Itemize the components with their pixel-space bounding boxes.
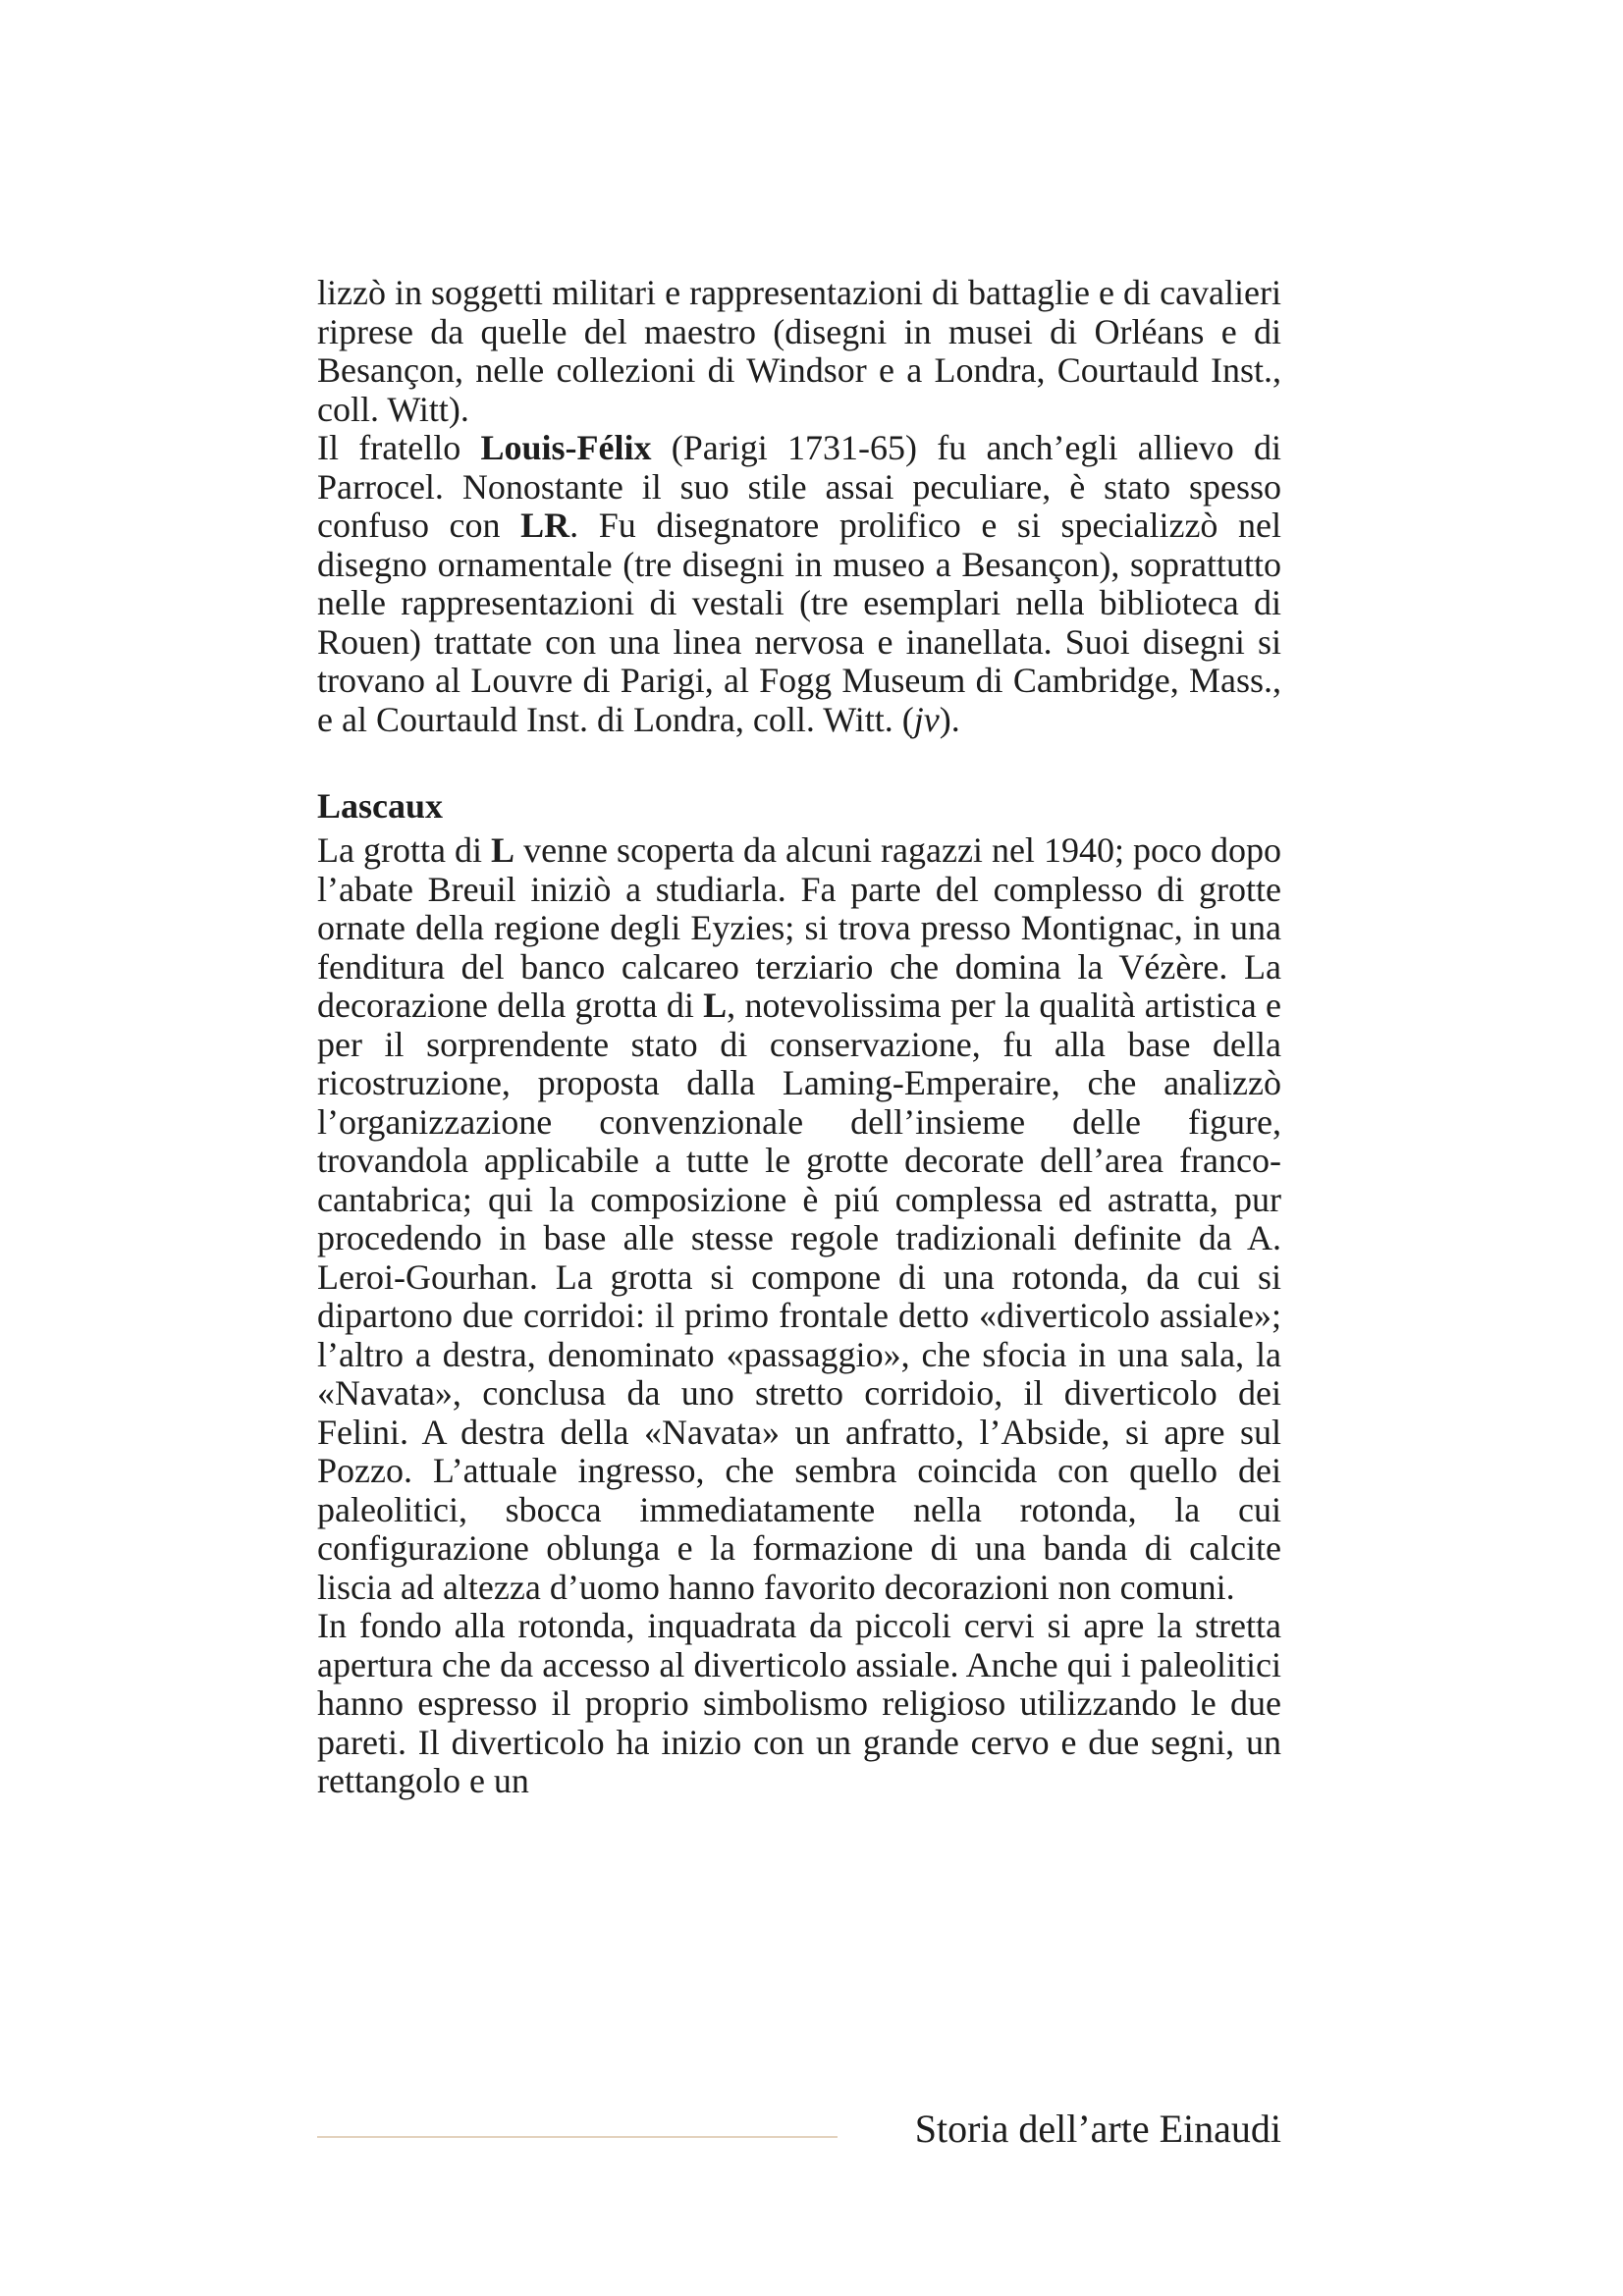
paragraph xyxy=(317,274,1281,429)
bold-term: L xyxy=(703,986,728,1025)
previous-entry-continuation xyxy=(317,274,1281,739)
bold-term: L xyxy=(491,830,515,870)
bold-term: LR xyxy=(520,506,570,545)
paragraph xyxy=(317,831,1281,1607)
text-run: . Fu disegnatore prolifico e si specializzò nel disegno ornamentale (tre disegni in museo a Besançon), soprattutto nelle rappresentazioni di vestali (tre esemplari nella biblioteca di Rouen) trattate con una linea nervosa e inanellata. Suoi disegni si trovano al Louvre di Parigi, al Fogg Museum di Cambridge, Mass., e al Courtauld Inst. di Londra, coll. Witt. ( xyxy=(317,506,1281,739)
author-initials: jv xyxy=(913,699,940,739)
paragraph xyxy=(317,1607,1281,1801)
text-run: (Parigi 1731-65) fu anch’egli allievo di Parrocel. Nonostante il suo stile assai peculiare, è stato spesso confuso con xyxy=(317,428,1281,545)
section-title: Lascaux xyxy=(317,786,444,826)
text-run: lizzò in soggetti militari e rappresentazioni di battaglie e di cavalieri riprese da quelle del maestro (disegni in musei di Orléans e di Besançon, nelle collezioni di Windsor e a Londra, Courtauld Inst., coll. Witt). xyxy=(317,273,1281,429)
text-run: In fondo alla rotonda, inquadrata da piccoli cervi si apre la stretta apertura che da accesso al diverticolo assiale. Anche qui i paleolitici hanno espresso il proprio simbolismo religioso utilizzando le due pareti. Il diverticolo ha inizio con un grande cervo e due segni, un rettangolo e un xyxy=(317,1606,1281,1800)
text-run: La grotta di xyxy=(317,830,492,870)
footer-publication-title: Storia dell’arte Einaudi xyxy=(914,2107,1281,2151)
bold-term: Louis-Félix xyxy=(480,428,652,467)
paragraph xyxy=(317,429,1281,739)
footer-rule xyxy=(317,2136,838,2138)
page-footer xyxy=(317,2105,1281,2154)
text-column xyxy=(317,274,1281,1801)
text-run: Il fratello xyxy=(317,428,481,467)
text-run: ). xyxy=(939,699,960,739)
text-run: , notevolissima per la qualità artistica e per il sorprendente stato di conservazione, fu alla base della ricostruzione, proposta dalla Laming-Emperaire, che analizzò l’organizzazione convenzionale dell’insieme delle figure, trovandola applicabile a tutte le grotte decorate dell’area franco-cantabrica; qui la composizione è piú complessa ed astratta, pur procedendo in base alle stesse regole tradizionali definite da A. Leroi-Gourhan. La grotta si compone di una rotonda, da cui si dipartono due corridoi: il primo frontale detto «diverticolo assiale»; l’altro a destra, denominato «passaggio», che sfocia in una sala, la «Navata», conclusa da uno stretto corridoio, il diverticolo dei Felini. A destra della «Navata» un anfratto, l’Abside, si apre sul Pozzo. L’attuale ingresso, che sembra coincida con quello dei paleolitici, sbocca immediatamente nella rotonda, la cui configurazione oblunga e la formazione di una banda di calcite liscia ad altezza d’uomo hanno favorito decorazioni non comuni. xyxy=(317,986,1281,1607)
text-run: venne scoperta da alcuni ragazzi nel 1940; poco dopo l’abate Breuil iniziò a studiarla. Fa parte del complesso di grotte ornate della regione degli Eyzies; si trova presso Montignac, in una fenditura del banco calcareo terziario che domina la Vézère. La decorazione della grotta di xyxy=(317,830,1281,1025)
lascaux-entry-body xyxy=(317,831,1281,1801)
